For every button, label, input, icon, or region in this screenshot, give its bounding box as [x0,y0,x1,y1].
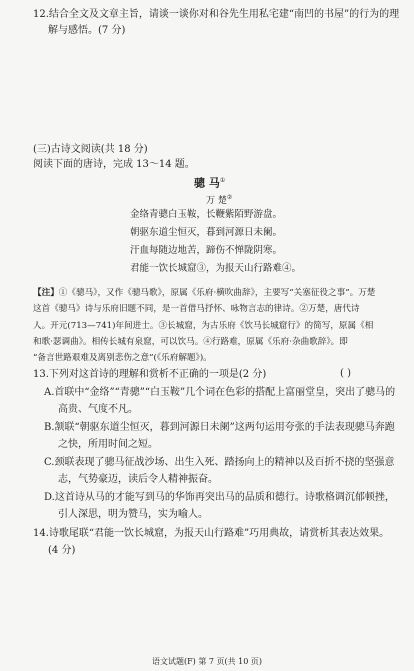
poem-title-note: ① [219,177,226,184]
q13-stem: 13.下列对这首诗的理解和赏析不正确的一项是(2 分) [33,369,267,380]
poem-line-4: 君能一饮长城窟③，为报天山行路难④。 [130,263,302,274]
poem-line-3: 汗血每随边地苦，蹄伤不惮陇阴寒。 [130,245,283,256]
poem-line-1: 金络青骢白玉鞍，长鞭紫陌野游盘。 [130,209,283,220]
section3-heading: (三)古诗文阅读(共 18 分) [33,144,148,155]
q13-option-c-line-2: 志，气势豪迈，读后令人精神振奋。 [58,474,218,485]
notes-line-1 [33,287,375,299]
poem-author-text: 万 楚 [206,196,227,206]
page-footer: 语文试题(F) 第 7 页(共 10 页) [151,657,263,666]
q13-option-a-line-1: A.首联中“金络”“青骢”“白玉鞍”几个词在色彩的搭配上富丽堂皇，突出了骢马的 [44,387,396,398]
notes-line-1-text: ①《骢马》，又作《骢马歌》，原属《乐府·横吹曲辞》，主要写“关塞征役之事”。万楚 [58,288,376,298]
q14-line-2: (4 分) [48,545,76,556]
q12-line-1: 12.结合全文及文章主旨，请谈一谈你对和谷先生用私宅建“南凹的书屋”的行为的理 [33,9,400,20]
q13-option-b-line-1: B.颔联“朝驱东道尘恒灭，暮到河源日未阑”这两句运用夸张的手法表现骢马奔跑 [44,422,395,433]
q12-line-2: 解与感悟。(7 分) [48,25,126,36]
q14-line-1: 14.诗歌尾联“君能一饮长城窟，为报天山行路难”巧用典故，请赏析其表达效果。 [33,528,390,539]
notes-label: 【注】 [33,288,59,298]
q13-answer-bracket: ( ) [340,368,351,379]
poem-title-text: 骢 马 [194,176,220,190]
section3-instruction: 阅读下面的唐诗，完成 13～14 题。 [33,159,195,170]
poem-line-2: 朝驱东道尘恒灭，暮到河源日未阑。 [130,227,283,238]
notes-line-2: 这首《骢马》诗与乐府旧题不同，是一首借马抒怀、咏物言志的律诗。②万楚，唐代诗 [33,304,360,314]
notes-line-4: 和歌·瑟调曲》。相传长城有泉窟，可以饮马。④行路难，原属《乐府·杂曲歌辞》。即 [33,337,348,347]
q13-option-d-line-2: 引人深思，明为赞马，实为喻人。 [58,509,208,520]
q13-option-c-line-1: C.颈联表现了骢马征战沙场、出生入死、踏扬向上的精神以及百折不挠的坚强意 [44,457,395,468]
notes-line-3: 人。开元(713—741)年间进士。③长城窟，为古乐府《饮马长城窟行》的简写，原属《相 [33,321,374,331]
q13-option-a-line-2: 高贵、气度不凡。 [58,404,138,415]
poem-author-note: ② [226,194,233,201]
notes-line-5: “备言世路艰难及离别悲伤之意”(《乐府解题》)。 [33,353,212,363]
q13-option-d-line-1: D.这首诗从马的才能写到马的华饰再突出马的品质和德行。诗歌格调沉郁顿挫， [44,492,395,503]
poem-author [206,191,232,208]
poem-title [194,174,225,190]
q13-option-b-line-2: 之快，所用时间之短。 [58,439,158,450]
